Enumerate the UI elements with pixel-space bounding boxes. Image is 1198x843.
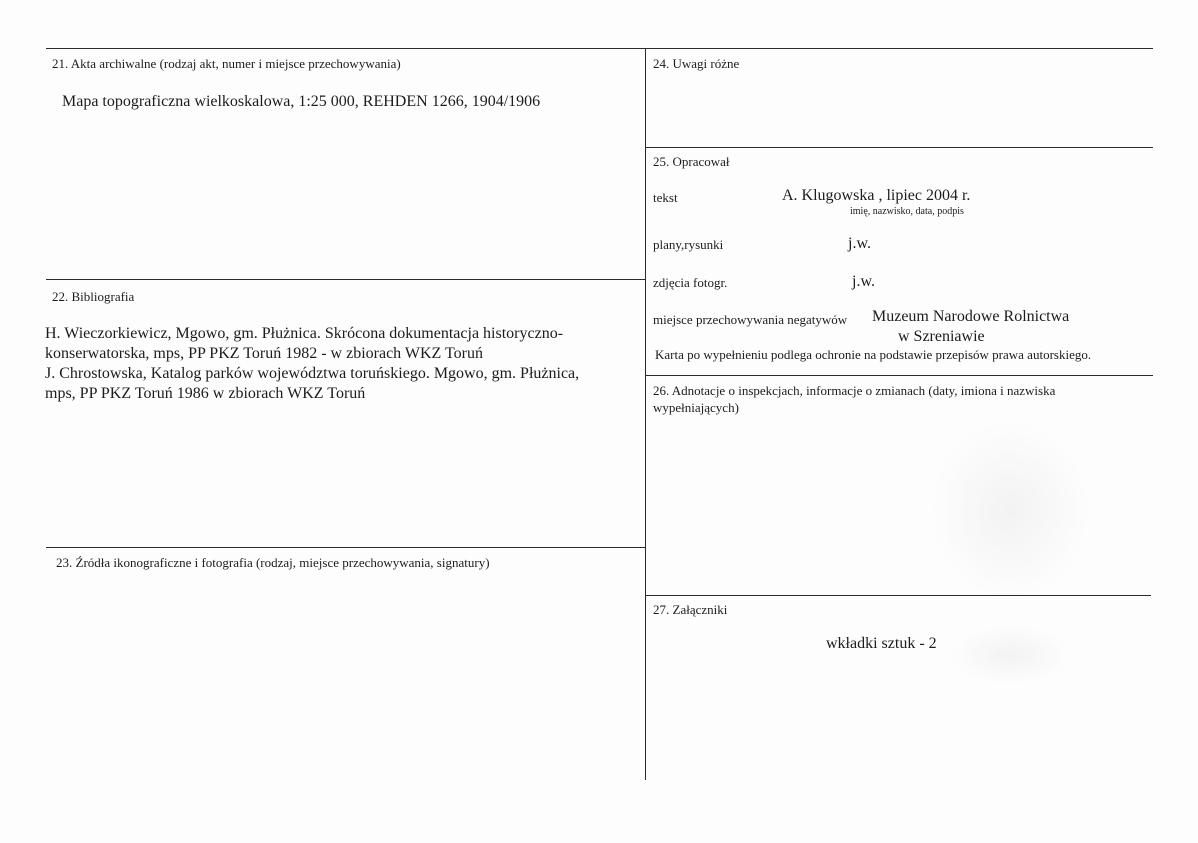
section-21-value: Mapa topograficzna wielkoskalowa, 1:25 000, REHDEN 1266, 1904/1906: [62, 93, 541, 110]
divider-vertical-center: [645, 48, 646, 780]
scan-smudge: [930, 420, 1090, 600]
copyright-note: Karta po wypełnieniu podlega ochronie na podstawie przepisów prawa autorskiego.: [655, 347, 1092, 362]
plany-value: j.w.: [848, 235, 871, 252]
tekst-label: tekst: [653, 190, 678, 205]
scan-smudge: [950, 625, 1070, 685]
bibliography-line: mps, PP PKZ Toruń 1986 w zbiorach WKZ Toruń: [45, 385, 366, 402]
section-23-label: 23. Źródła ikonograficzne i fotografia (rodzaj, miejsce przechowywania, signatury): [56, 555, 490, 570]
divider-25-26: [646, 375, 1153, 376]
section-24-label: 24. Uwagi różne: [653, 56, 740, 71]
attachments-value: wkładki sztuk - 2: [826, 635, 937, 652]
zdjecia-label: zdjęcia fotogr.: [653, 275, 728, 290]
bibliography-line: konserwatorska, mps, PP PKZ Toruń 1982 - w zbiorach WKZ Toruń: [45, 345, 484, 362]
section-26-label-line-2: wypełniających): [653, 400, 739, 415]
divider-21-22: [46, 279, 646, 280]
section-26-label-line-1: 26. Adnotacje o inspekcjach, informacje o zmianach (daty, imiona i nazwiska: [653, 383, 1056, 398]
tekst-value: A. Klugowska , lipiec 2004 r.: [782, 187, 971, 204]
section-21-label: 21. Akta archiwalne (rodzaj akt, numer i miejsce przechowywania): [52, 56, 401, 71]
divider-26-27: [646, 595, 1151, 596]
section-27-label: 27. Załączniki: [653, 602, 728, 617]
miejsce-label: miejsce przechowywania negatywów: [653, 312, 848, 327]
miejsce-value-line-2: w Szreniawie: [898, 328, 985, 345]
miejsce-value-line-1: Muzeum Narodowe Rolnictwa: [872, 308, 1070, 325]
divider-24-25: [646, 147, 1153, 148]
bibliography-list: [45, 324, 579, 404]
bibliography-line: H. Wieczorkiewicz, Mgowo, gm. Płużnica. Skrócona dokumentacja historyczno-: [45, 325, 564, 342]
divider-22-23: [46, 547, 646, 548]
bibliography-line: J. Chrostowska, Katalog parków województwa toruńskiego. Mgowo, gm. Płużnica,: [45, 365, 580, 382]
section-25-label: 25. Opracował: [653, 154, 730, 169]
divider-top-right: [646, 48, 1153, 49]
plany-label: plany,rysunki: [653, 237, 724, 252]
divider-top-left: [46, 48, 646, 49]
section-22-label: 22. Bibliografia: [52, 289, 135, 304]
zdjecia-value: j.w.: [852, 273, 875, 290]
tekst-hint: imię, nazwisko, data, podpis: [850, 206, 964, 217]
